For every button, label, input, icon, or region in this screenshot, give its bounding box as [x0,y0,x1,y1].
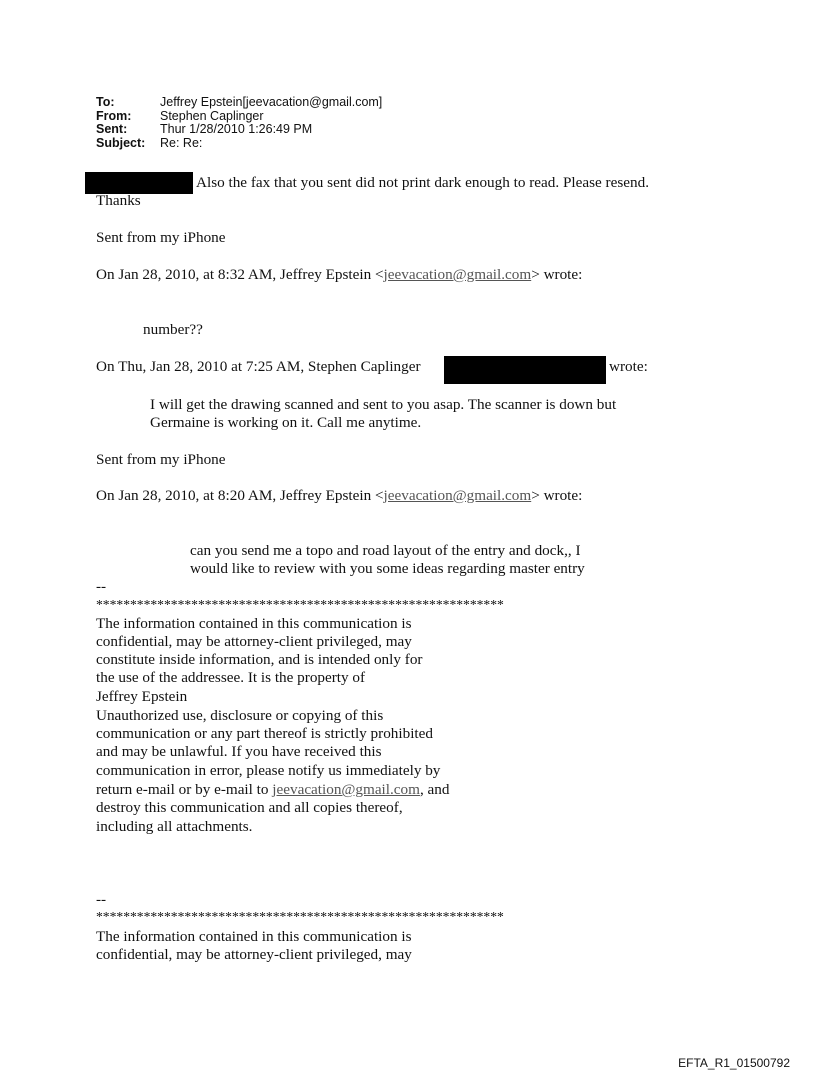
quote-header-text: On Jan 28, 2010, at 8:32 AM, Jeffrey Epstein < [96,266,384,283]
body-topo-line-1: can you send me a topo and road layout of the entry and dock,, I [190,542,581,559]
quote-header-832 [96,266,582,284]
sent-from-iphone: Sent from my iPhone [96,451,226,468]
subject-label: Subject: [96,135,146,150]
disclaimer-line: communication or any part thereof is strictly prohibited [96,725,433,742]
body-scan-line-2: Germaine is working on it. Call me anytime. [150,414,422,431]
subject-row [96,137,382,151]
quote-header-suffix: > wrote: [531,487,583,504]
to-label: To: [96,95,115,109]
sent-row [96,123,382,137]
disclaimer-line: Jeffrey Epstein [96,688,188,705]
email-link[interactable]: jeevacation@gmail.com [383,487,532,504]
disclaimer-stars: ************************************************************ [96,909,504,924]
disclaimer-return-text: return e-mail or by e-mail to [96,781,273,798]
disclaimer-line: The information contained in this communication is [96,615,412,632]
quote-header-725: On Thu, Jan 28, 2010 at 7:25 AM, Stephen Caplinger [96,358,421,375]
disclaimer-stars: ************************************************************ [96,597,504,612]
redaction-box [444,356,606,384]
to-value: Jeffrey Epstein[jeevacation@gmail.com] [160,95,383,109]
disclaimer-return-line [96,781,449,799]
quote-header-text: On Jan 28, 2010, at 8:20 AM, Jeffrey Epstein < [96,487,384,504]
disclaimer-line: the use of the addressee. It is the property of [96,669,366,686]
disclaimer-dashes: -- [96,891,107,908]
disclaimer-line: confidential, may be attorney-client privileged, may [96,946,412,963]
disclaimer-line: The information contained in this communication is [96,928,412,945]
quote-header-suffix: > wrote: [531,266,583,283]
quote-header-725-suffix: wrote: [609,358,648,375]
redaction-box [85,172,193,194]
email-link[interactable]: jeevacation@gmail.com [272,781,420,798]
body-line-fax: Also the fax that you sent did not print dark enough to read. Please resend. [196,174,649,191]
body-scan-line-1: I will get the drawing scanned and sent to you asap. The scanner is down but [150,396,617,413]
sent-value: Thur 1/28/2010 1:26:49 PM [160,122,313,137]
email-header [96,96,382,150]
disclaimer-dashes: -- [96,578,107,595]
quote-header-820 [96,487,582,505]
disclaimer-line: including all attachments. [96,818,253,835]
from-label: From: [96,108,132,123]
document-id: EFTA_R1_01500792 [678,1056,790,1070]
sent-label: Sent: [96,122,128,137]
disclaimer-line: constitute inside information, and is intended only for [96,651,423,668]
to-row [96,96,382,110]
body-number: number?? [143,321,203,338]
disclaimer-line: confidential, may be attorney-client privileged, may [96,633,412,650]
disclaimer-line: destroy this communication and all copies thereof, [96,799,403,816]
disclaimer-line: and may be unlawful. If you have received this [96,743,382,760]
disclaimer-line: communication in error, please notify us immediately by [96,762,441,779]
disclaimer-line: Unauthorized use, disclosure or copying of this [96,707,384,724]
subject-value: Re: Re: [160,135,203,150]
from-value: Stephen Caplinger [160,108,264,123]
disclaimer-return-suffix: , and [419,781,450,798]
sent-from-iphone: Sent from my iPhone [96,229,226,246]
body-topo-line-2: would like to review with you some ideas regarding master entry [190,560,585,577]
email-link[interactable]: jeevacation@gmail.com [383,266,532,283]
body-thanks: Thanks [96,192,141,209]
from-row [96,110,382,124]
